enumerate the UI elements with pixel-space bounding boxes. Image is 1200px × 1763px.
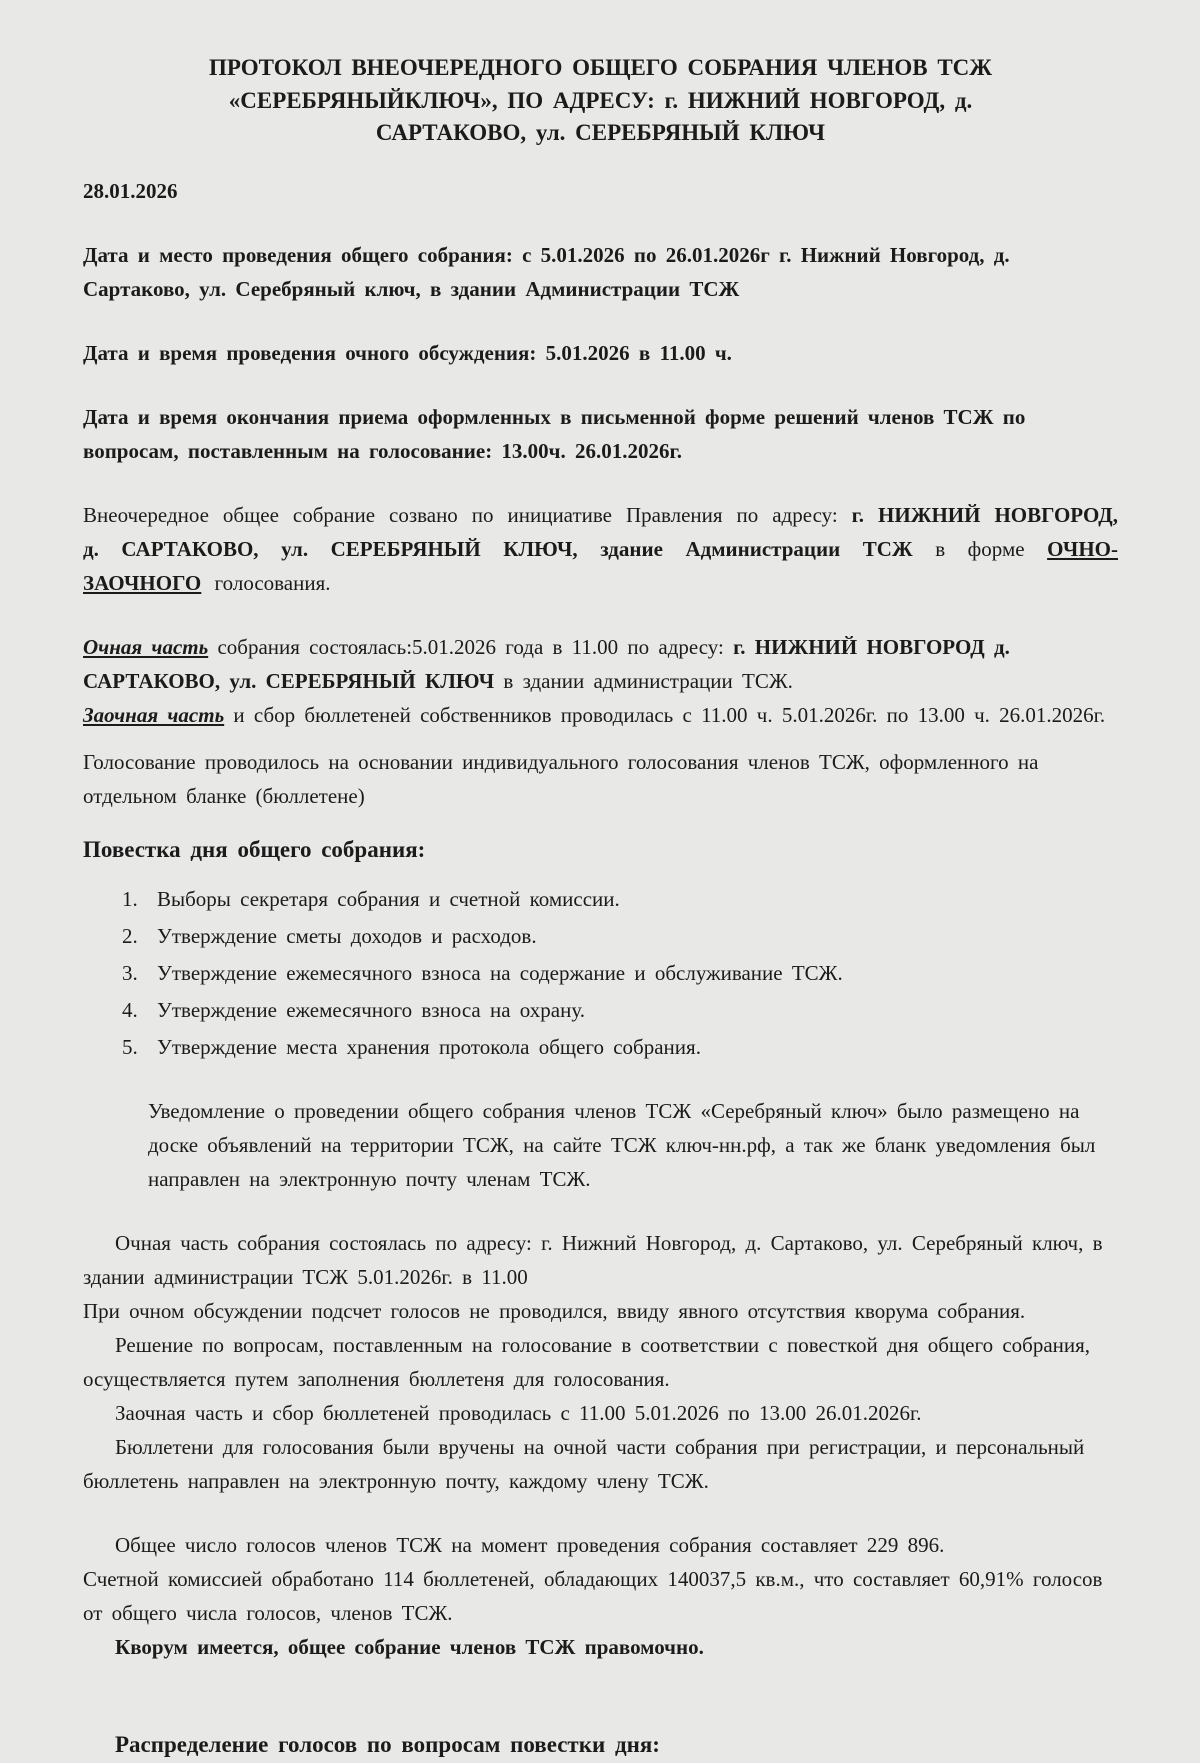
convocation-address: г. НИЖНИЙ НОВГОРОД, д. САРТАКОВО, ул. СЕРЕБРЯНЫЙ КЛЮЧ, [83,503,1118,562]
convocation-building: здание Администрации ТСЖ [600,537,913,562]
paragraph-total-votes: Общее число голосов членов ТСЖ на момент проведения собрания составляет 229 896. [115,1532,945,1557]
paragraph-absentee-part [83,698,1118,732]
convocation-pre: Внеочередное общее собрание созвано по инициативе Правления по адресу: [83,503,852,528]
agenda-item-2: 2. Утверждение сметы доходов и расходов. [147,919,1118,953]
paragraph-absentee-period: Заочная часть и сбор бюллетеней проводилась с 11.00 5.01.2026 по 13.00 26.01.2026г. [115,1400,922,1425]
agenda-item-1: 1. Выборы секретаря собрания и счетной комиссии. [147,882,1118,916]
paragraph-inperson-datetime: Дата и время проведения очного обсуждения: 5.01.2026 в 11.00 ч. [83,341,732,366]
paragraph-quorum-statement: Кворум имеется, общее собрание членов ТСЖ правомочно. [115,1634,704,1659]
agenda-item-4: 4. Утверждение ежемесячного взноса на охрану. [147,993,1118,1027]
distribution-heading: Распределение голосов по вопросам повестки дня: [115,1732,660,1757]
inperson-part-address: г. НИЖНИЙ НОВГОРОД д. САРТАКОВО, ул. СЕРЕБРЯНЫЙ КЛЮЧ [83,635,1010,694]
paragraph-voting-basis: Голосование проводилось на основании индивидуального голосования членов ТСЖ, оформленного на отдельном бланке (бюллетене) [83,750,1039,809]
paragraph-date-place: Дата и место проведения общего собрания: с 5.01.2026 по 26.01.2026г г. Нижний Новгород, д. Сартаково, ул. Серебряный ключ, в здании Администрации ТСЖ [83,242,1010,301]
paragraph-decision-method: Решение по вопросам, поставленным на голосование в соответствии с повесткой дня общего собрания, осуществляется путем заполнения бюллетеня для голосования. [83,1332,1091,1391]
inperson-part-tail: в здании администрации ТСЖ. [494,669,793,694]
agenda-item-5: 5. Утверждение места хранения протокола общего собрания. [147,1030,1118,1064]
document-date: 28.01.2026 [83,178,178,203]
paragraph-ballots-handed: Бюллетени для голосования были вручены на очной части собрания при регистрации, и персональный бюллетень направлен на электронную почту, каждому члену ТСЖ. [83,1434,1085,1493]
inperson-part-text: собрания состоялась:5.01.2026 года в 11.00 по адресу: [208,635,734,660]
inperson-part-label: Очная часть [83,635,209,660]
absentee-part-text: и сбор бюллетеней собственников проводилась с 11.00 ч. 5.01.2026г. по 13.00 ч. 26.01.2026г. [224,703,1106,728]
paragraph-inperson-held: Очная часть собрания состоялась по адресу: г. Нижний Новгород, д. Сартаково, ул. Серебряный ключ, в здании администрации ТСЖ 5.01.2026г. в 11.00 [83,1230,1103,1289]
agenda-list [83,882,1118,1064]
convocation-form: ОЧНО-ЗАОЧНОГО [83,537,1118,596]
convocation-mid: в форме [912,537,1048,562]
paragraph-deadline: Дата и время окончания приема оформленных в письменной форме решений членов ТСЖ по вопросам, поставленным на голосование: 13.00ч. 26.01.2026г. [83,405,1026,464]
paragraph-convocation [83,498,1118,600]
paragraph-inperson-part [83,630,1118,698]
paragraph-counted-ballots: Счетной комиссией обработано 114 бюллетеней, обладающих 140037,5 кв.м., что составляет 60,91% голосов от общего числа голосов, членов ТСЖ. [83,1566,1103,1625]
agenda-heading: Повестка дня общего собрания: [83,837,426,863]
agenda-item-3: 3. Утверждение ежемесячного взноса на содержание и обслуживание ТСЖ. [147,956,1118,990]
convocation-post: голосования. [201,571,331,596]
paragraph-no-vote-count: При очном обсуждении подсчет голосов не проводился, ввиду явного отсутствия кворума собрания. [83,1298,1026,1323]
document-title: ПРОТОКОЛ ВНЕОЧЕРЕДНОГО ОБЩЕГО СОБРАНИЯ ЧЛЕНОВ ТСЖ «СЕРЕБРЯНЫЙКЛЮЧ», ПО АДРЕСУ: г. НИЖНИЙ НОВГОРОД, д. САРТАКОВО, ул. СЕРЕБРЯНЫЙ КЛЮЧ [208,55,993,146]
absentee-part-label: Заочная часть [83,703,225,728]
paragraph-notice: Уведомление о проведении общего собрания членов ТСЖ «Серебряный ключ» было размещено на доске объявлений на территории ТСЖ, на сайте ТСЖ ключ-нн.рф, а так же бланк уведомления был направлен на электронную почту членам ТСЖ. [148,1098,1096,1191]
